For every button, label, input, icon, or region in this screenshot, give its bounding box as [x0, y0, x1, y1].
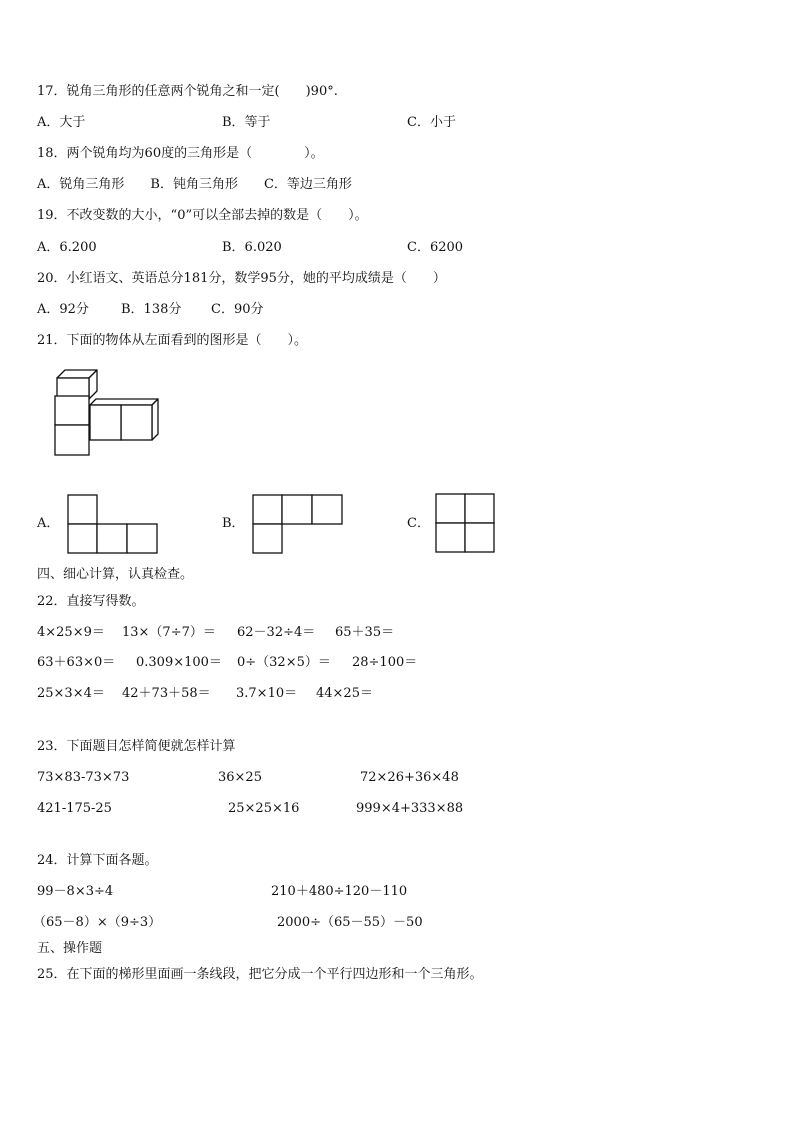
- q24-item: 99－8×3÷4: [37, 884, 114, 899]
- q18-options: A．锐角三角形 B．钝角三角形 C．等边三角形: [37, 177, 352, 192]
- q21-option-a-shape: [67, 494, 159, 554]
- q22-item: 4×25×9＝: [37, 625, 105, 640]
- q17-option-b: B．等于: [222, 115, 271, 130]
- q23-item: 421-175-25: [37, 801, 112, 816]
- q20-option-c: C．90分: [211, 302, 264, 317]
- q22-item: 65＋35＝: [335, 625, 395, 640]
- q22-item: 13×（7÷7）＝: [122, 625, 216, 640]
- q22-item: 44×25＝: [316, 686, 373, 701]
- q22-item: 62－32÷4＝: [237, 625, 316, 640]
- q24-item: （65－8）×（9÷3）: [33, 915, 162, 930]
- q21-stem: 21．下面的物体从左面看到的图形是（ ）。: [37, 333, 308, 348]
- q20-stem: 20．小红语文、英语总分181分，数学95分，她的平均成绩是（ ）: [37, 271, 446, 286]
- q24-item: 2000÷（65－55）－50: [277, 915, 423, 930]
- q22-item: 0÷（32×5）＝: [237, 655, 331, 670]
- q19-option-a: A．6.200: [37, 240, 97, 255]
- section-4-heading: 四、细心计算，认真检查。: [37, 567, 194, 582]
- q22-item: 42＋73＋58＝: [122, 686, 211, 701]
- q21-option-a-label: A．: [37, 516, 60, 531]
- q21-option-c-label: C．: [407, 516, 430, 531]
- q19-option-c: C．6200: [407, 240, 464, 255]
- q22-item: 28÷100＝: [352, 655, 418, 670]
- q20-option-b: B．138分: [121, 302, 182, 317]
- q23-stem: 23．下面题目怎样简便就怎样计算: [37, 739, 236, 754]
- q17-option-a: A．大于: [37, 115, 86, 130]
- q22-item: 3.7×10＝: [236, 686, 298, 701]
- section-5-heading: 五、操作题: [37, 941, 103, 956]
- q23-item: 36×25: [218, 770, 262, 785]
- q22-item: 25×3×4＝: [37, 686, 105, 701]
- q24-item: 210＋480÷120－110: [271, 884, 408, 899]
- q21-option-b-label: B．: [222, 516, 245, 531]
- q23-item: 72×26+36×48: [360, 770, 459, 785]
- q23-item: 25×25×16: [228, 801, 300, 816]
- q23-item: 999×4+333×88: [356, 801, 464, 816]
- q17-option-c: C．小于: [407, 115, 456, 130]
- q21-option-c-shape: [435, 493, 497, 555]
- q25-stem: 25．在下面的梯形里面画一条线段，把它分成一个平行四边形和一个三角形。: [37, 967, 483, 982]
- q24-stem: 24．计算下面各题。: [37, 853, 158, 868]
- q18-stem: 18．两个锐角均为60度的三角形是（ ）。: [37, 146, 324, 161]
- q22-stem: 22．直接写得数。: [37, 594, 145, 609]
- q22-item: 0.309×100＝: [136, 655, 222, 670]
- q22-item: 63＋63×0＝: [37, 655, 116, 670]
- q19-option-b: B．6.020: [222, 240, 282, 255]
- q20-option-a: A．92分: [37, 302, 89, 317]
- q19-stem: 19．不改变数的大小，“0”可以全部去掉的数是（ ）。: [37, 208, 368, 223]
- cube-object-figure: [50, 368, 165, 458]
- q23-item: 73×83-73×73: [37, 770, 130, 785]
- q17-stem: 17．锐角三角形的任意两个锐角之和一定( )90°.: [37, 84, 338, 99]
- q21-option-b-shape: [252, 494, 344, 554]
